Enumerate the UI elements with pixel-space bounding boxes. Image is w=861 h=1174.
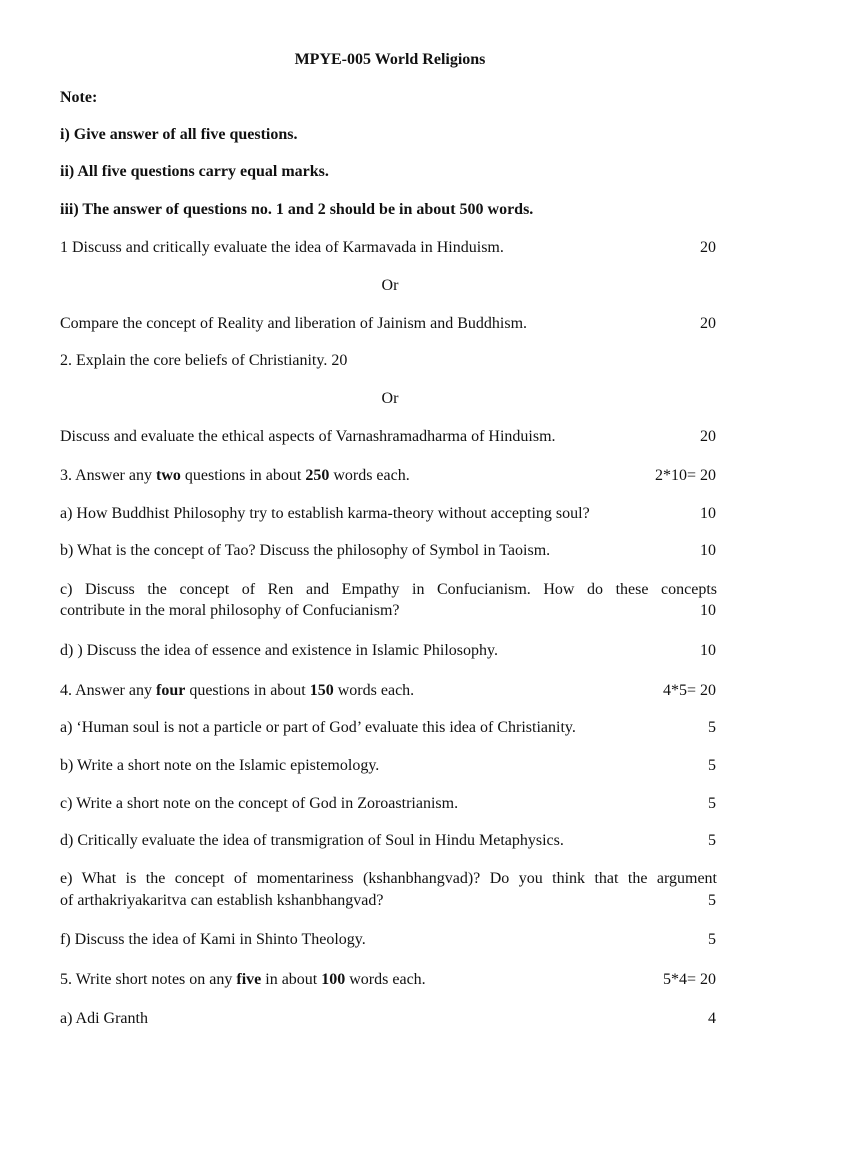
note-item-2: ii) All five questions carry equal marks.	[60, 163, 329, 180]
q5-marks: 5*4= 20	[662, 971, 716, 988]
q4-intro-mid: questions in about	[185, 682, 310, 699]
q3-marks: 2*10= 20	[654, 467, 716, 484]
q4-part-f-marks: 5	[708, 931, 716, 948]
q3-part-d-marks: 10	[700, 642, 716, 659]
q5-intro-mid: in about	[261, 971, 322, 988]
q2-or: Or	[381, 390, 399, 407]
q3-part-a-marks: 10	[700, 505, 716, 522]
q5-intro-post: words each.	[345, 971, 426, 988]
q3-intro-post: words each.	[329, 467, 410, 484]
note-item-1: i) Give answer of all five questions.	[60, 126, 298, 143]
q4-part-a: a) ‘Human soul is not a particle or part of God’ evaluate this idea of Christianity.	[60, 719, 576, 736]
q4-intro	[60, 681, 414, 700]
q1-alt-text: Compare the concept of Reality and liberation of Jainism and Buddhism.	[60, 315, 528, 332]
q5-part-a-marks: 4	[708, 1010, 716, 1027]
q3-intro	[60, 466, 410, 485]
q4-part-d: d) Critically evaluate the idea of transmigration of Soul in Hindu Metaphysics.	[60, 832, 564, 849]
q3-intro-words: 250	[305, 467, 330, 484]
q3-part-c-line1: c) Discuss the concept of Ren and Empathy in Confucianism. How do these concepts	[60, 581, 717, 598]
q4-part-b: b) Write a short note on the Islamic epistemology.	[60, 757, 380, 774]
q1-text: 1 Discuss and critically evaluate the idea of Karmavada in Hinduism.	[60, 239, 504, 256]
q4-part-e-marks: 5	[708, 892, 716, 909]
q5-intro-count: five	[236, 971, 262, 988]
q3-intro-pre: 3. Answer any	[60, 467, 156, 484]
q1-or: Or	[381, 277, 399, 294]
q4-part-f: f) Discuss the idea of Kami in Shinto Theology.	[60, 931, 366, 948]
q4-part-e-line1: e) What is the concept of momentariness (kshanbhangvad)? Do you think that the argument	[60, 870, 717, 887]
q1-marks: 20	[700, 239, 716, 256]
q5-intro-words: 100	[321, 971, 346, 988]
q4-part-c-marks: 5	[708, 795, 716, 812]
q3-part-a: a) How Buddhist Philosophy try to establish karma-theory without accepting soul?	[60, 505, 590, 522]
note-item-3: iii) The answer of questions no. 1 and 2 should be in about 500 words.	[60, 201, 534, 218]
q2-alt-text: Discuss and evaluate the ethical aspects of Varnashramadharma of Hinduism.	[60, 428, 556, 445]
q4-part-a-marks: 5	[708, 719, 716, 736]
q4-part-e-line2: of arthakriyakaritva can establish kshanbhangvad?	[60, 892, 384, 909]
q3-intro-mid: questions in about	[180, 467, 306, 484]
q3-part-b: b) What is the concept of Tao? Discuss the philosophy of Symbol in Taoism.	[60, 542, 551, 559]
note-heading: Note:	[60, 89, 98, 106]
q5-intro-pre: 5. Write short notes on any	[60, 971, 237, 988]
q3-part-d: d) ) Discuss the idea of essence and existence in Islamic Philosophy.	[60, 642, 498, 659]
q4-part-c: c) Write a short note on the concept of God in Zoroastrianism.	[60, 795, 459, 812]
q3-intro-count: two	[155, 467, 181, 484]
q4-intro-words: 150	[309, 682, 334, 699]
paper-title: MPYE-005 World Religions	[294, 51, 486, 68]
q4-marks: 4*5= 20	[662, 682, 716, 699]
q4-part-b-marks: 5	[708, 757, 716, 774]
q5-part-a: a) Adi Granth	[60, 1010, 148, 1027]
q2-alt-marks: 20	[700, 428, 716, 445]
q3-part-c-line2: contribute in the moral philosophy of Confucianism?	[60, 602, 400, 619]
q4-intro-pre: 4. Answer any	[60, 682, 156, 699]
q2-text: 2. Explain the core beliefs of Christianity. 20	[60, 352, 348, 369]
q4-part-d-marks: 5	[708, 832, 716, 849]
q5-intro	[60, 970, 426, 989]
q1-alt-marks: 20	[700, 315, 716, 332]
q4-intro-count: four	[155, 682, 186, 699]
q3-part-b-marks: 10	[700, 542, 716, 559]
q4-intro-post: words each.	[333, 682, 415, 699]
q3-part-c-marks: 10	[700, 602, 716, 619]
